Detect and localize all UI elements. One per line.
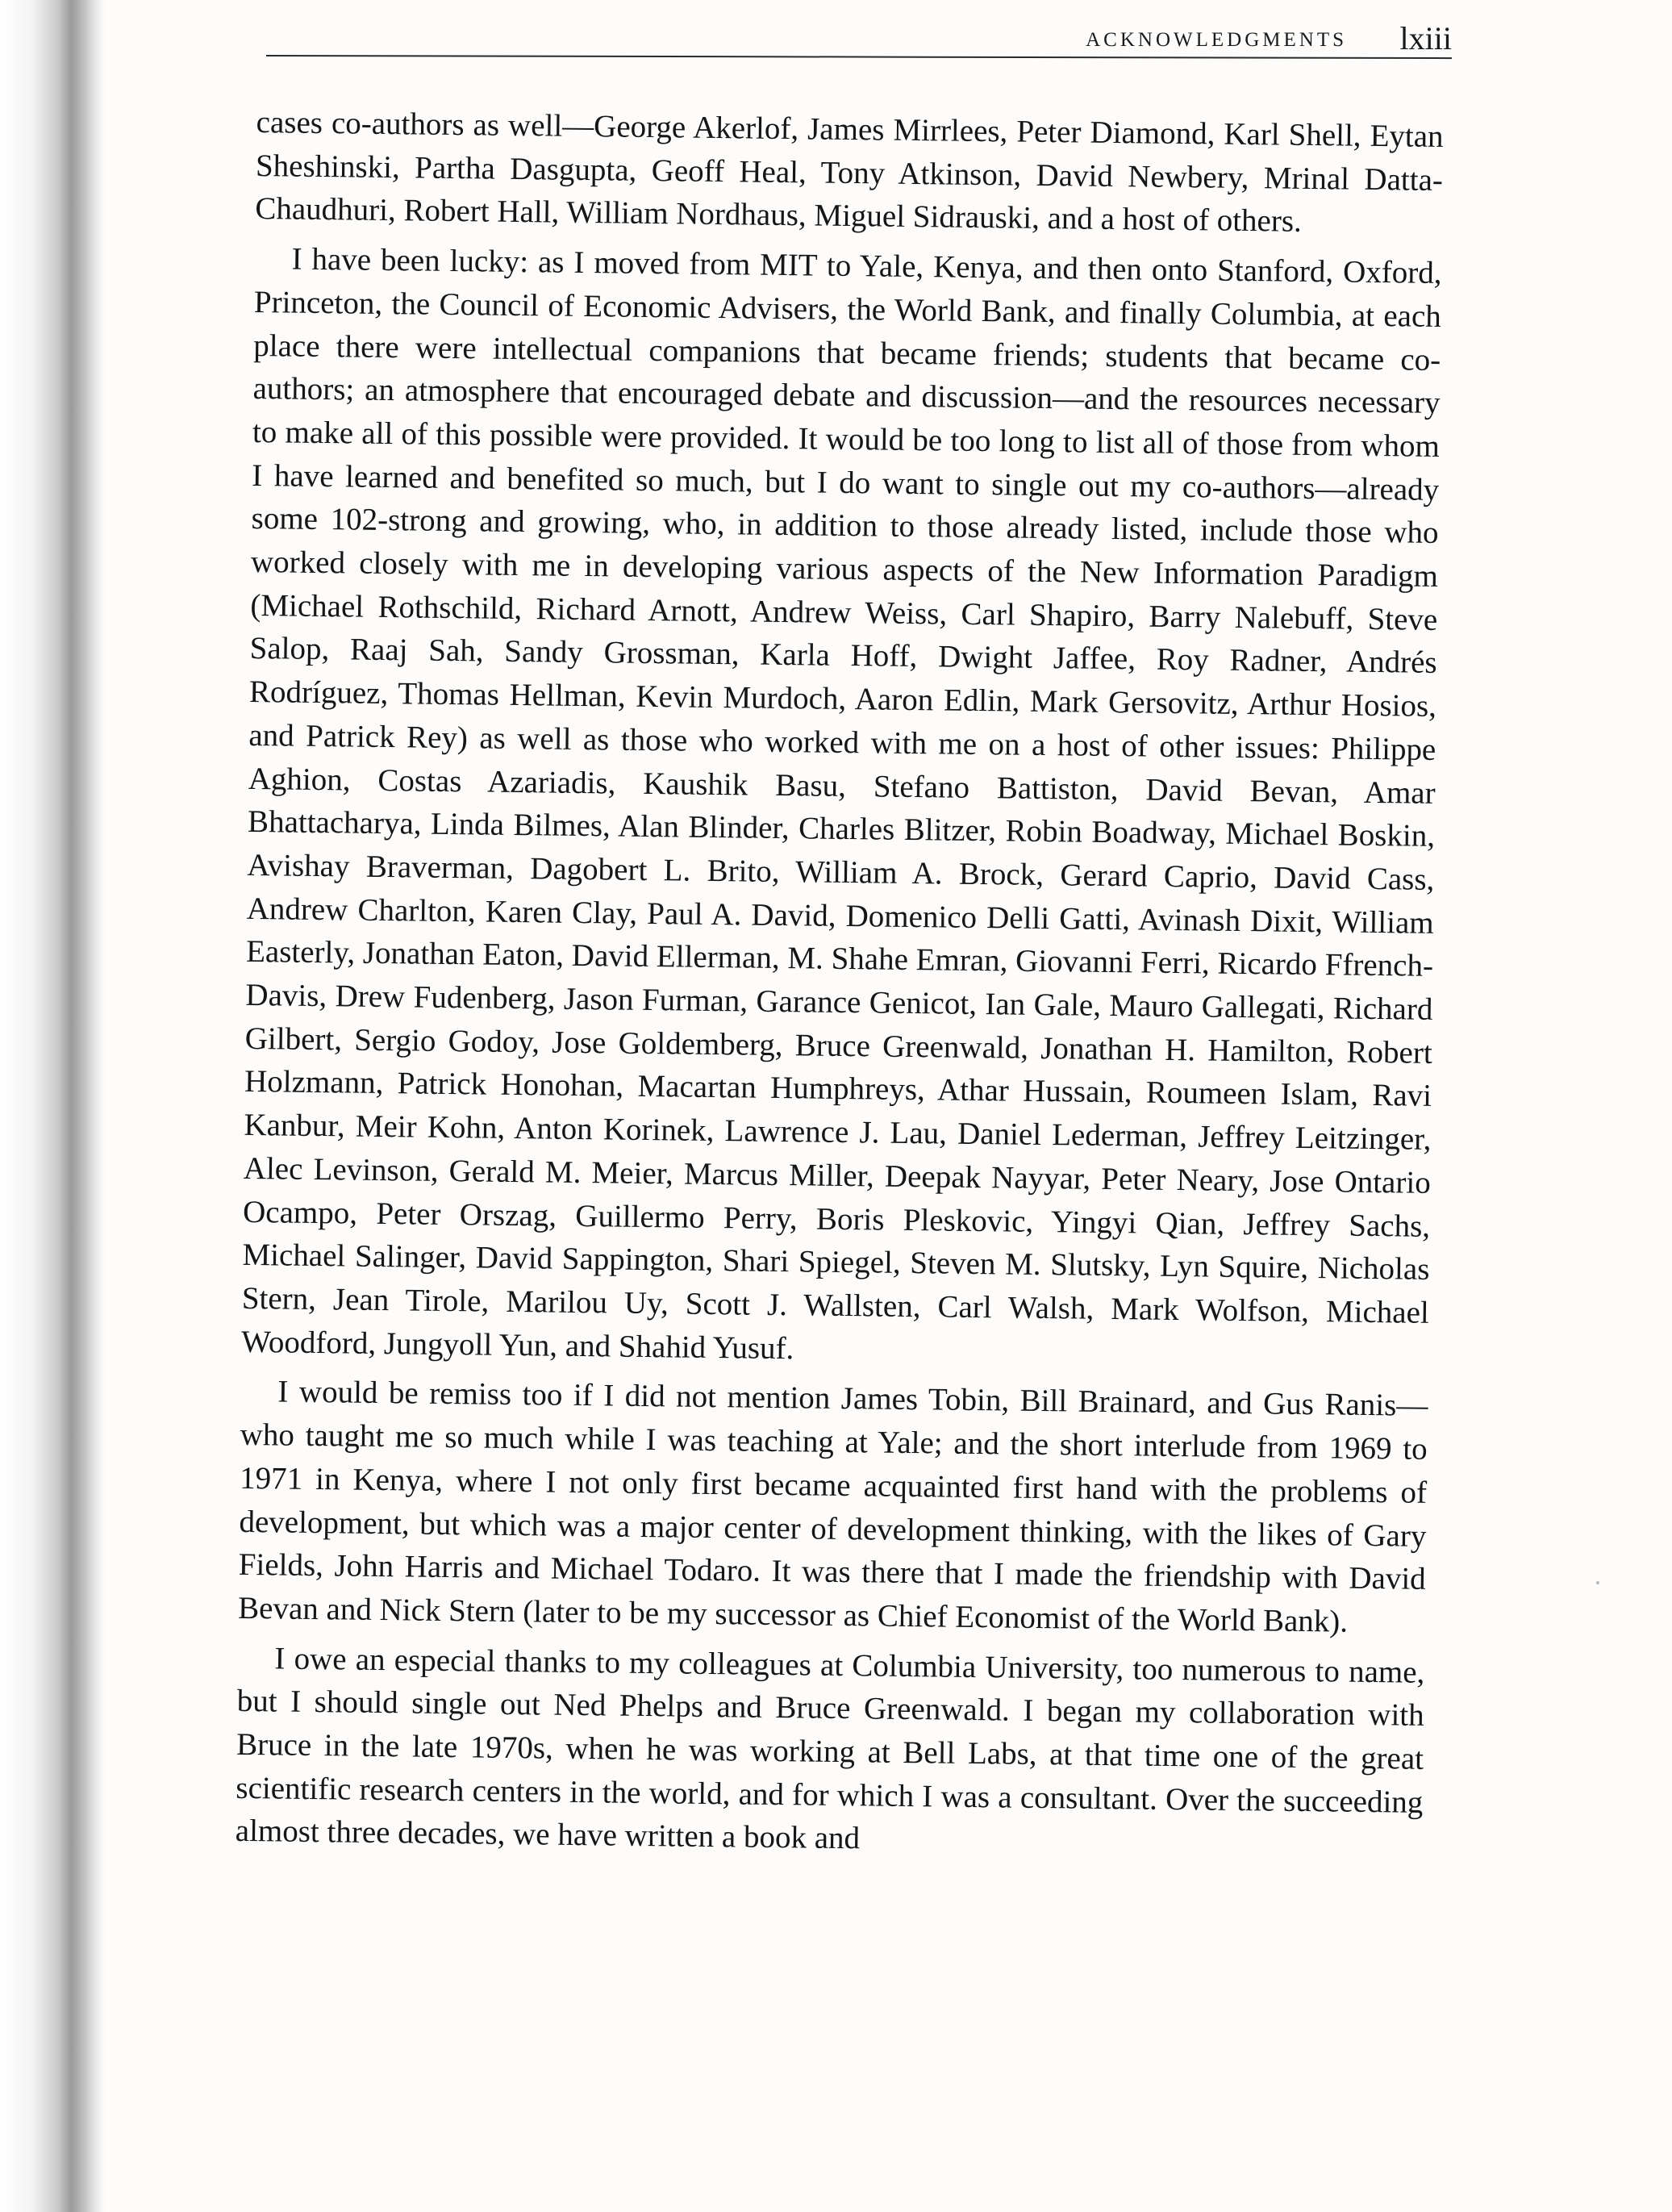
paragraph: I would be remiss too if I did not mention James Tobin, Bill Brainard, and Gus Ranis—who taught me so much while I was teaching at Yale; and the short interlude from 1969 to 1971 in Kenya, where I not only first became acquainted first hand with the problems of development, but which was a major center of development thinking, with the likes of Gary Fields, John Harris and Michael Todaro. It was there that I made the friendship with David Bevan and Nick Stern (later to be my successor as Chief Economist of the World Bank). [237, 1374, 1428, 1639]
running-title: ACKNOWLEDGMENTS [1086, 29, 1347, 51]
running-head [266, 20, 1452, 56]
scan-speck [1596, 1581, 1599, 1584]
binding-gutter-shadow [0, 0, 105, 2212]
paragraph: I have been lucky: as I moved from MIT to Yale, Kenya, and then onto Stanford, Oxford, Princeton, the Council of Economic Advisers, the World Bank, and finally Columbia, at each place there were intellectual companions that became friends; students that became co-authors; an atmosphere that encouraged debate and discussion—and the resources necessary to make all of this possible were provided. It would be too long to list all of those from whom I have learned and benefited so much, but I do want to single out my co-authors—already some 102-strong and growing, who, in addition to those already listed, include those who worked closely with me in developing various aspects of the New Information Paradigm (Michael Rothschild, Richard Arnott, Andrew Weiss, Carl Shapiro, Barry Nalebuff, Steve Salop, Raaj Sah, Sandy Grossman, Karla Hoff, Dwight Jaffee, Roy Radner, Andrés Rodríguez, Thomas Hellman, Kevin Murdoch, Aaron Edlin, Mark Gersovitz, Arthur Hosios, and Patrick Rey) as well as those who worked with me on a host of other issues: Philippe Aghion, Costas Azariadis, Kaushik Basu, Stefano Battiston, David Bevan, Amar Bhattacharya, Linda Bilmes, Alan Blinder, Charles Blitzer, Robin Boadway, Michael Boskin, Avishay Braverman, Dagobert L. Brito, William A. Brock, Gerard Caprio, David Cass, Andrew Charlton, Karen Clay, Paul A. David, Domenico Delli Gatti, Avinash Dixit, William Easterly, Jonathan Eaton, David Ellerman, M. Shahe Emran, Giovanni Ferri, Ricardo Ffrench-Davis, Drew Fudenberg, Jason Furman, Garance Genicot, Ian Gale, Mauro Gallegati, Richard Gilbert, Sergio Godoy, Jose Goldemberg, Bruce Greenwald, Jonathan H. Hamilton, Robert Holzmann, Patrick Honohan, Macartan Humphreys, Athar Hussain, Roumeen Islam, Ravi Kanbur, Meir Kohn, Anton Korinek, Lawrence J. Lau, Daniel Lederman, Jeffrey Leitzinger, Alec Levinson, Gerald M. Meier, Marcus Miller, Deepak Nayyar, Peter Neary, Jose Ontario Ocampo, Peter Orszag, Guillermo Perry, Boris Pleskovic, Yingyi Qian, Jeffrey Sachs, Michael Salinger, David Sappington, Shari Spiegel, Steven M. Slutsky, Lyn Squire, Nicholas Stern, Jean Tirole, Marilou Uy, Scott J. Wallsten, Carl Walsh, Mark Wolfson, Michael Woodford, Jungyoll Yun, and Shahid Yusuf. [240, 241, 1442, 1366]
page-number: lxiii [1399, 20, 1452, 56]
paragraph: I owe an especial thanks to my colleagues at Columbia University, too numerous to name, but I should single out Ned Phelps and Bruce Greenwald. I began my collaboration with Bruce in the late 1970s, when he was working at Bell Labs, at that time one of the great scientific research centers in the world, and for which I was a consultant. Over the succeeding almost three decades, we have written a book and [235, 1641, 1425, 1856]
body-text [235, 101, 1443, 1868]
paragraph-continued: cases co-authors as well—George Akerlof, James Mirrlees, Peter Diamond, Karl Shell, Eytan Sheshinski, Partha Dasgupta, Geoff Heal, Tony Atkinson, David Newbery, Mrinal Datta-Chaudhuri, Robert Hall, William Nordhaus, Miguel Sidrauski, and a host of others. [255, 104, 1444, 240]
